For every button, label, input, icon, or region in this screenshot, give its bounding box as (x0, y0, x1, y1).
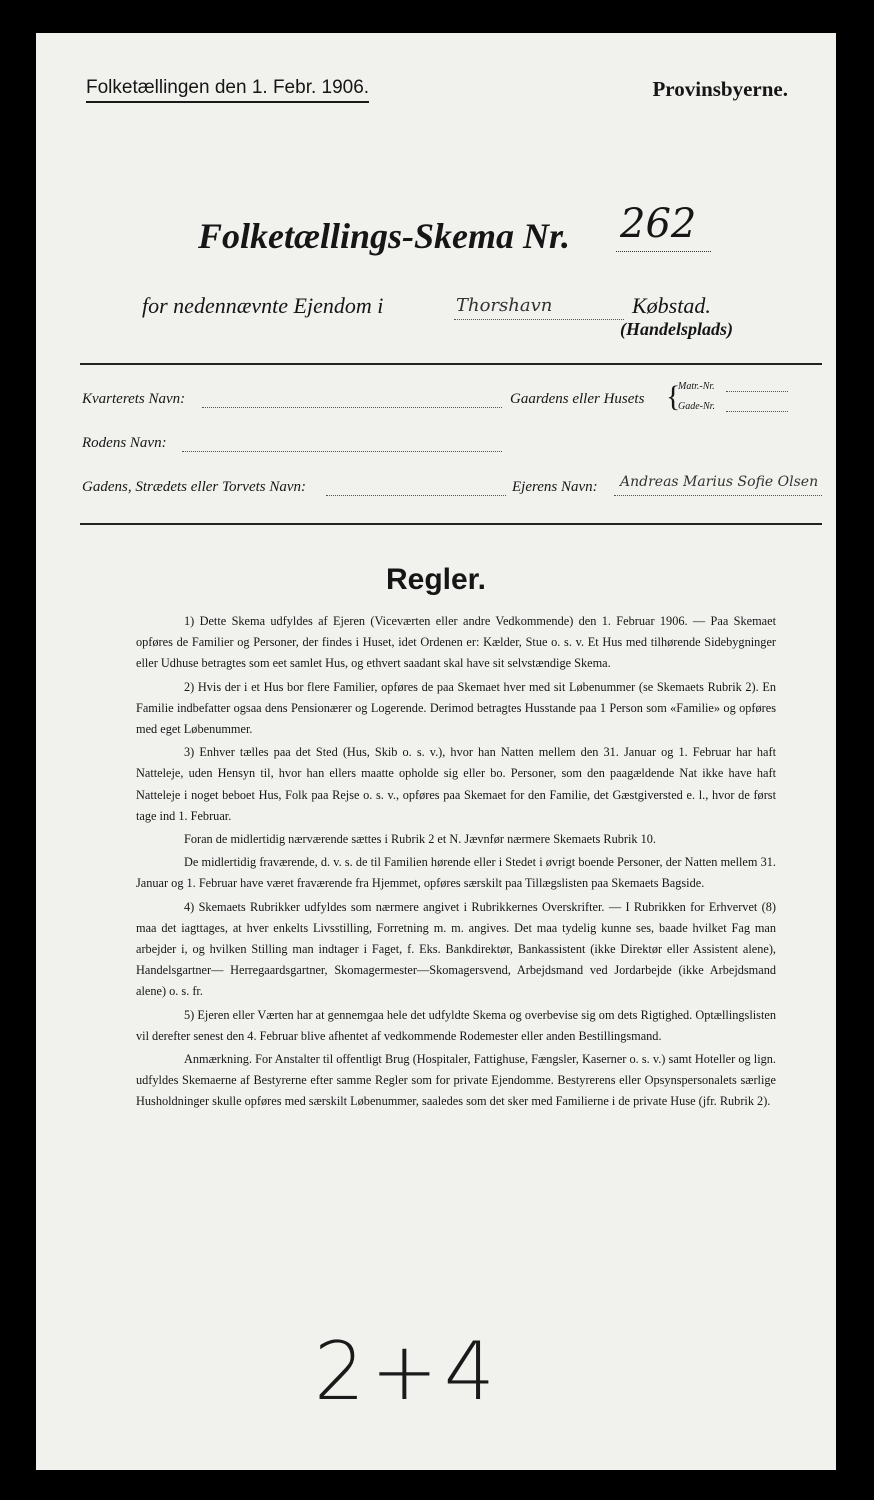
town-line (454, 319, 624, 320)
rule-paragraph: 1) Dette Skema udfyldes af Ejeren (Viceværten eller andre Vedkommende) den 1. Februar 1906. — Paa Skemaet opføres de Familier og Personer, der findes i Huset, idet Ordenen er: Kælder, Stue o. s. v. Et Hus med tilhørende Sidebygninger eller Udhuse betragtes som eet samlet Hus, og ethvert saadant skal have sit selvstændige Skema. (136, 614, 776, 671)
region-header: Provinsbyerne. (652, 77, 788, 101)
ejer-value: Andreas Marius Sofie Olsen (620, 474, 819, 490)
rule-paragraph: 5) Ejeren eller Værten har at gennemgaa hele det udfyldte Skema og overbevise sig om dets Rigtighed. Optællingslisten vil derefter senest den 4. Februar blive afhentet af vedkommende Rodemester eller anden Bestillingsmand. (136, 1007, 776, 1043)
rode-field[interactable] (182, 451, 502, 452)
bottom-divider (80, 523, 822, 525)
rules-heading: Regler. (385, 563, 487, 596)
rules-body (136, 611, 776, 1115)
top-divider (80, 363, 822, 365)
kvarter-field[interactable] (202, 407, 502, 408)
rule-paragraph: Foran de midlertidig nærværende sættes i Rubrik 2 et N. Jævnfør nærmere Skemaets Rubrik 10. (184, 832, 657, 847)
handwritten-number: 2+4 (314, 1325, 501, 1418)
gade-field[interactable] (326, 495, 506, 496)
gade-label: Gadens, Strædets eller Torvets Navn: (82, 479, 307, 495)
town-name: Thorshavn (456, 295, 553, 316)
rule-paragraph: 4) Skemaets Rubrikker udfyldes som nærmere angivet i Rubrikkernes Overskrifter. — I Rubrikken for Erhvervet (8) maa det iagttages, at hver enkelts Livsstilling, Forretning m. m. angives. Det maa tydelig kunne ses, baade hvilket Fag man arbejder i, og hvilken Stilling man indtager i Faget, f. Eks. Bankdirektør, Bankassistent (ikke Direktør eller Assistent alene), Handelsgartner— Herregaardsgartner, Skomagermester—Skomagersvend, Arbejdsmand ved Jordarbejde (ikke Arbejdsmand alene) o. s. fr. (136, 899, 776, 999)
form-number-line (616, 251, 711, 252)
rule-note: Anmærkning. For Anstalter til offentligt Brug (Hospitaler, Fattighuse, Fængsler, Kaserner o. s. v.) samt Hoteller og lign. udfyldes Skemaerne af Bestyrerne efter samme Regler som for private Ejendomme. Bestyrerens eller Opsynspersonalets særlige Husholdninger skulle opføres med særskilt Løbenummer, saaledes som det sker med Familierne i de private Huse (jfr. Rubrik 2). (136, 1052, 776, 1109)
rule-paragraph: De midlertidig fraværende, d. v. s. de til Familien hørende eller i Stedet i øvrigt boende Personer, der Natten mellem 31. Januar og 1. Februar have været fraværende fra Hjemmet, opføres særskilt paa Tillægslisten paa Skemaets Bagside. (136, 855, 776, 891)
subtitle-prefix: for nedennævnte Ejendom i (142, 293, 384, 318)
form-title: Folketællings-Skema Nr. (198, 216, 571, 256)
rule-paragraph: 2) Hvis der i et Hus bor flere Familier, opføres de paa Skemaet hver med sit Løbenummer (se Skemaets Rubrik 2). En Familie indbefatter ogsaa dens Pensionærer og Logerende. Derimod betragtes Husstande paa 1 Person som «Familie» og opføres med eget Løbenummer. (136, 679, 776, 737)
form-number: 262 (620, 201, 697, 247)
rode-label: Rodens Navn: (82, 435, 167, 451)
matr-label: Matr.-Nr. (678, 381, 715, 392)
census-form-page (36, 33, 836, 1470)
subtitle-suffix: Købstad. (632, 293, 711, 318)
brace-icon: { (666, 380, 681, 413)
census-date-header: Folketællingen den 1. Febr. 1906. (86, 77, 369, 103)
kvarter-label: Kvarterets Navn: (82, 391, 186, 407)
gaard-label: Gaardens eller Husets (510, 391, 645, 407)
matr-field[interactable] (726, 391, 788, 392)
rule-paragraph: 3) Enhver tælles paa det Sted (Hus, Skib o. s. v.), hvor han Natten mellem den 31. Januar og 1. Februar har haft Natteleje, uden Hensyn til, hvor han ellers maatte opholde sig eller bo. Personer, som den paagældende Nat ikke have haft Natteleje i noget beboet Hus, Folk paa Rejse o. s. v., opføres paa Skemaet for den Familie, det Gæstgiversted e. l., hvor de først tage ind 1. Februar. (136, 745, 776, 823)
ejer-label: Ejerens Navn: (512, 479, 598, 495)
gade-nr-label: Gade-Nr. (678, 401, 715, 412)
subtitle-alt: (Handelsplads) (620, 319, 734, 339)
gade-nr-field[interactable] (726, 411, 788, 412)
ejer-field[interactable] (614, 495, 822, 496)
